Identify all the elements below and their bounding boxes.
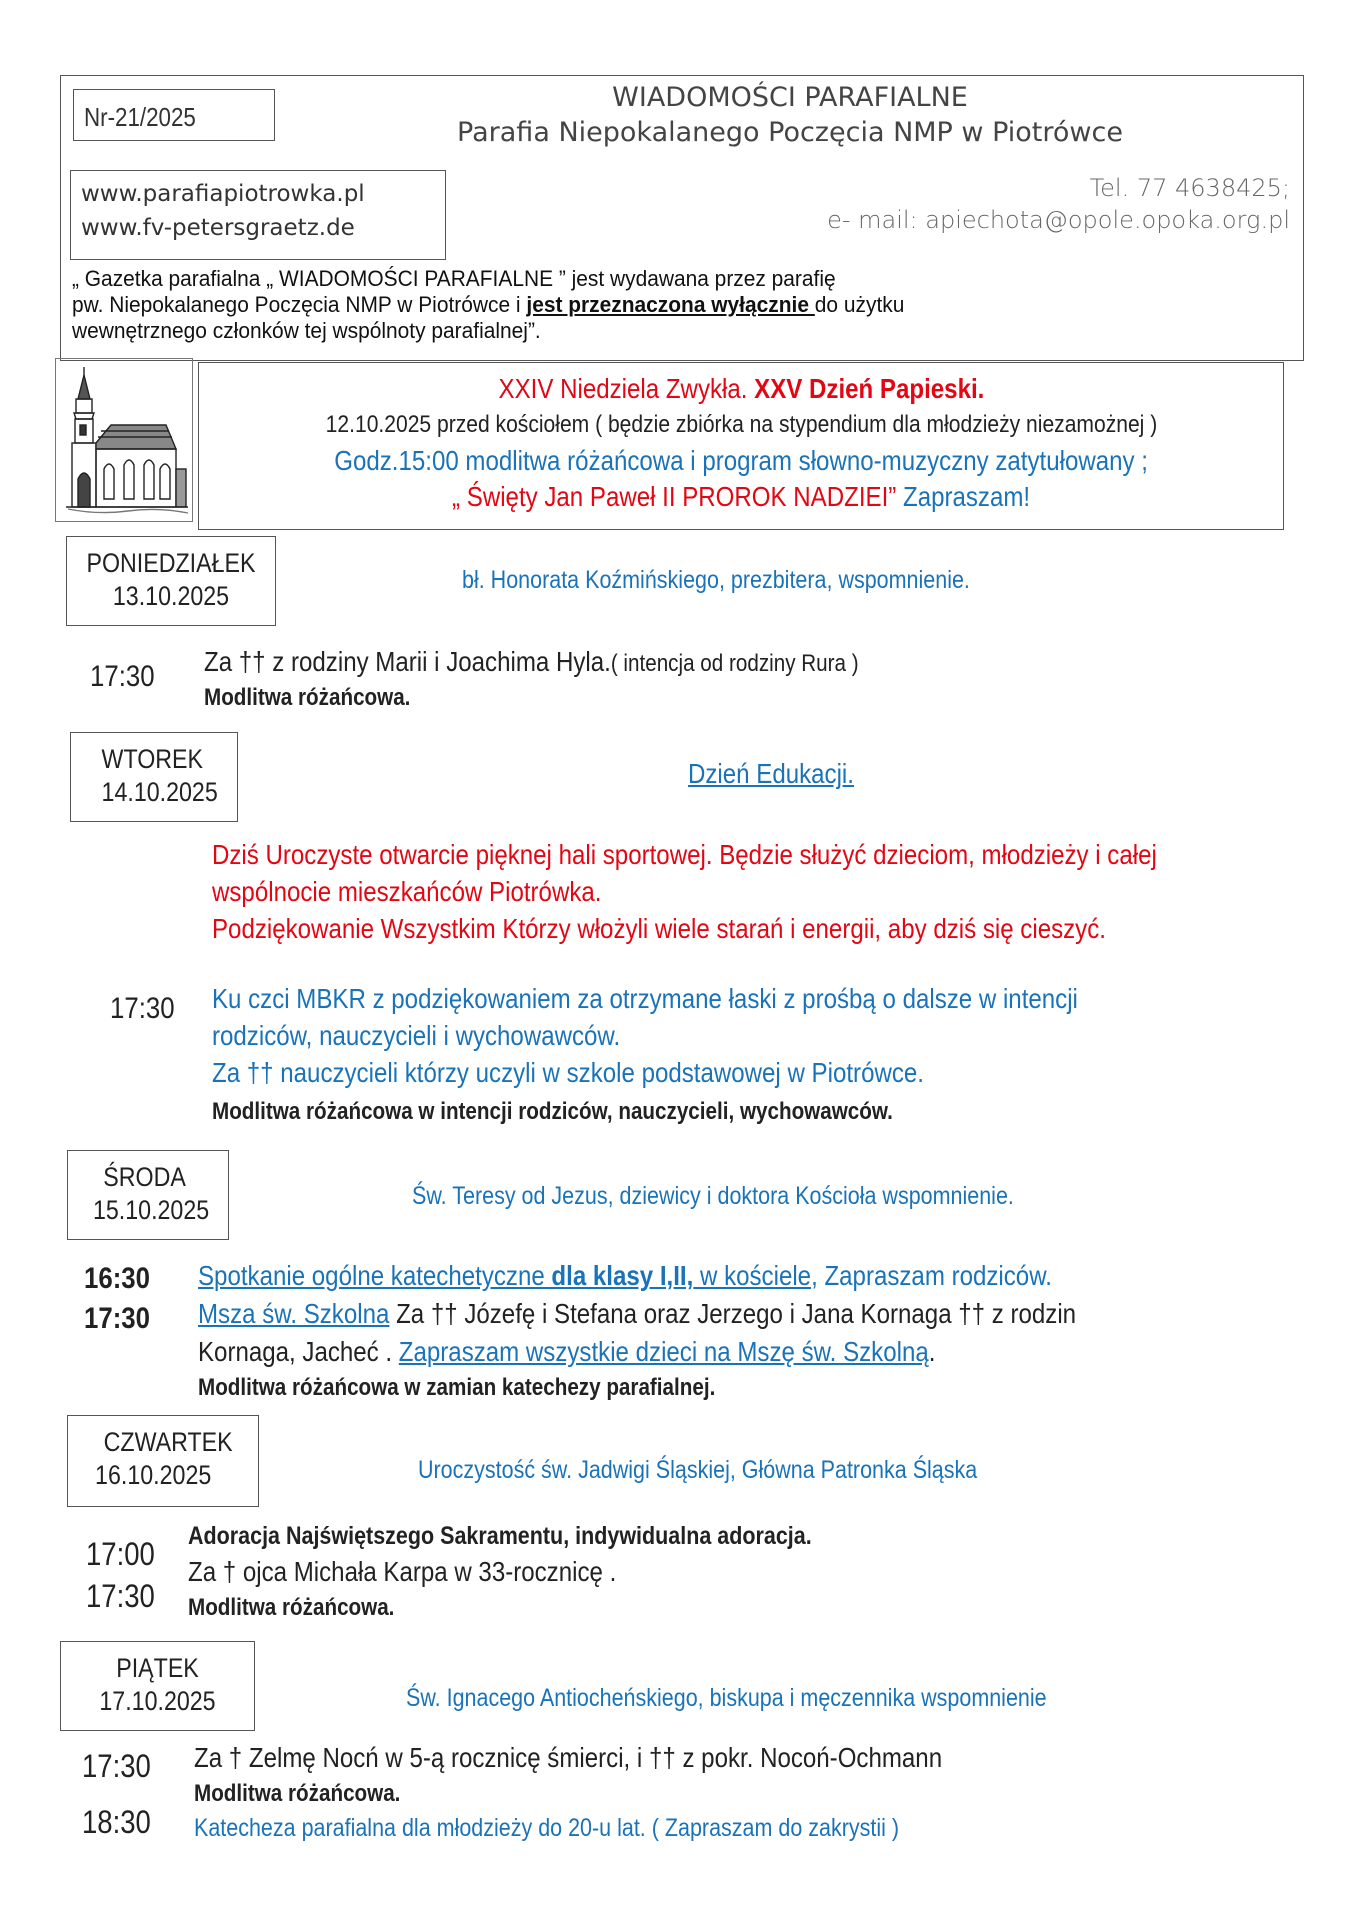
- intention-text: Za †† z rodziny Marii i Joachima Hyla.: [204, 646, 611, 677]
- mass-intention: Za † ojca Michała Karpa w 33-rocznicę .: [188, 1556, 617, 1587]
- notice-line-1: „ Gazetka parafialna „ WIADOMOŚCI PARAFIALNE ” jest wydawana przez parafię: [72, 266, 836, 291]
- day-box-wednesday: [67, 1150, 229, 1240]
- adoration: Adoracja Najświętszego Sakramentu, indywidualna adoracja.: [188, 1522, 812, 1550]
- adoration-time: 17:00: [86, 1536, 155, 1572]
- punctuation: .: [928, 1336, 936, 1367]
- day-name: CZWARTEK: [103, 1427, 233, 1457]
- intention-text: Kornaga, Jacheć .: [198, 1336, 399, 1367]
- phone: Tel. 77 4638425;: [1089, 174, 1290, 202]
- intention-line: Za †† nauczycieli którzy uczyli w szkole podstawowej w Piotrówce.: [212, 1057, 924, 1088]
- sunday-announcement-box: [198, 362, 1284, 530]
- church-drawing-icon: [56, 359, 192, 521]
- feast-monday: bł. Honorata Koźmińskiego, prezbitera, wspomnienie.: [462, 566, 970, 594]
- rosary-prayer: Modlitwa różańcowa.: [188, 1594, 395, 1621]
- sunday-collection-line: [199, 411, 1283, 439]
- day-box-friday: [60, 1641, 255, 1731]
- children-invite-link[interactable]: Zapraszam wszystkie dzieci na Mszę św. Szkolną: [398, 1336, 929, 1367]
- website-link-2[interactable]: www.fv-petersgraetz.de: [81, 215, 355, 241]
- meeting-invite: , Zapraszam rodziców.: [811, 1260, 1052, 1291]
- day-box-thursday: [67, 1415, 259, 1507]
- youth-catechesis: Katecheza parafialna dla młodzieży do 20-u lat. ( Zapraszam do zakrystii ): [194, 1814, 900, 1842]
- intention-line: Ku czci MBKR z podziękowaniem za otrzymane łaski z prośbą o dalsze w intencji: [212, 983, 1078, 1014]
- day-name: WTOREK: [101, 744, 204, 774]
- meeting-link[interactable]: Spotkanie ogólne katechetyczne: [198, 1260, 552, 1291]
- announcement-line: Dziś Uroczyste otwarcie pięknej hali sportowej. Będzie służyć dzieciom, młodzieży i całej: [212, 839, 1157, 870]
- notice-text: do użytku: [814, 292, 905, 317]
- tuesday-announcement: [212, 836, 1311, 947]
- mass-time: 17:30: [84, 1302, 150, 1335]
- mass-time: 17:30: [110, 992, 175, 1025]
- mass-intention: [204, 646, 859, 678]
- sunday-program-line: [199, 445, 1283, 477]
- rosary-prayer: Modlitwa różańcowa w intencji rodziców, nauczycieli, wychowawców.: [212, 1098, 893, 1125]
- day-name: PONIEDZIAŁEK: [86, 548, 256, 578]
- feast-wednesday: Św. Teresy od Jezus, dziewicy i doktora Kościoła wspomnienie.: [412, 1182, 1014, 1210]
- issue-number: Nr-21/2025: [84, 102, 196, 132]
- sunday-title-text: XXIV Niedziela Zwykła.: [498, 373, 754, 404]
- title-parish: Parafia Niepokalanego Poczęcia NMP w Piotrówce: [457, 117, 1123, 148]
- feast-tuesday[interactable]: Dzień Edukacji.: [688, 758, 854, 789]
- notice-line-3: wewnętrznego członków tej wspólnoty parafialnej”.: [72, 318, 541, 343]
- day-box-tuesday: [70, 732, 238, 822]
- catechesis-time: 18:30: [82, 1804, 151, 1840]
- websites-box: [70, 170, 446, 260]
- intention-note: ( intencja od rodziny Rura ): [610, 650, 859, 677]
- email[interactable]: e- mail: apiechota@opole.opoka.org.pl: [827, 206, 1290, 234]
- announcement-line: Podziękowanie Wszystkim Którzy włożyli wiele starań i energii, aby dziś się cieszyć.: [212, 913, 1106, 944]
- day-date: 17.10.2025: [99, 1686, 216, 1716]
- day-name: ŚRODA: [103, 1162, 186, 1192]
- mass-intention: Za † Zelmę Nocń w 5-ą rocznicę śmierci, i †† z pokr. Nocoń-Ochmann: [194, 1742, 943, 1773]
- sunday-collection-text: 12.10.2025 przed kościołem ( będzie zbiórka na stypendium dla młodzieży niezamożnej ): [325, 411, 1157, 438]
- sunday-program-title-line: [199, 481, 1283, 513]
- invitation: Zapraszam!: [902, 481, 1031, 512]
- day-date: 14.10.2025: [101, 777, 218, 807]
- day-date: 16.10.2025: [95, 1460, 212, 1490]
- school-mass-link[interactable]: Msza św. Szkolna: [198, 1298, 390, 1329]
- tuesday-intentions: [212, 980, 1219, 1091]
- day-date: 15.10.2025: [92, 1195, 210, 1225]
- notice: [72, 266, 967, 344]
- notice-emphasis: jest przeznaczona wyłącznie: [526, 292, 815, 317]
- sunday-title: [199, 373, 1283, 405]
- notice-text: pw. Niepokalanego Poczęcia NMP w Piotrówce i: [72, 292, 527, 317]
- rosary-prayer: Modlitwa różańcowa w zamian katechezy parafialnej.: [198, 1374, 716, 1401]
- mass-time: 17:30: [82, 1748, 151, 1784]
- mass-time: 17:30: [90, 660, 155, 693]
- contact-info: [827, 172, 1290, 236]
- announcement-line: wspólnocie mieszkańców Piotrówka.: [212, 876, 602, 907]
- meeting-place[interactable]: w kościele: [693, 1260, 812, 1291]
- day-box-monday: [66, 536, 276, 626]
- mass-time: 17:30: [86, 1578, 155, 1614]
- intention-text: Za †† Józefę i Stefana oraz Jerzego i Jana Kornaga †† z rodzin: [389, 1298, 1077, 1329]
- day-name: PIĄTEK: [116, 1653, 199, 1683]
- issue-number-box: [73, 89, 275, 141]
- day-date: 13.10.2025: [112, 581, 230, 611]
- rosary-prayer: Modlitwa różańcowa.: [194, 1780, 401, 1807]
- meeting-classes[interactable]: dla klasy I,II,: [551, 1260, 694, 1291]
- sunday-program-text: Godz.15:00 modlitwa różańcowa i program słowno-muzyczny zatytułowany ;: [334, 445, 1148, 476]
- intention-line: rodziców, nauczycieli i wychowawców.: [212, 1020, 621, 1051]
- website-link-1[interactable]: www.parafiapiotrowka.pl: [81, 181, 365, 207]
- feast-friday: Św. Ignacego Antiocheńskiego, biskupa i męczennika wspomnienie: [406, 1684, 1047, 1712]
- papal-day-title: XXV Dzień Papieski.: [753, 373, 984, 404]
- newsletter-title: [430, 82, 1150, 148]
- school-mass: [198, 1298, 1076, 1330]
- rosary-prayer: Modlitwa różańcowa.: [204, 684, 411, 711]
- catechesis-meeting: [198, 1260, 1052, 1292]
- program-title: „ Święty Jan Paweł II PROROK NADZIEI”: [451, 481, 903, 512]
- church-image: [55, 358, 193, 522]
- school-mass-continued: [198, 1336, 935, 1368]
- catechesis-time: 16:30: [84, 1262, 150, 1295]
- title-main: WIADOMOŚCI PARAFIALNE: [612, 82, 968, 113]
- feast-thursday: Uroczystość św. Jadwigi Śląskiej, Główna Patronka Śląska: [418, 1456, 978, 1484]
- notice-line-2: [72, 292, 904, 318]
